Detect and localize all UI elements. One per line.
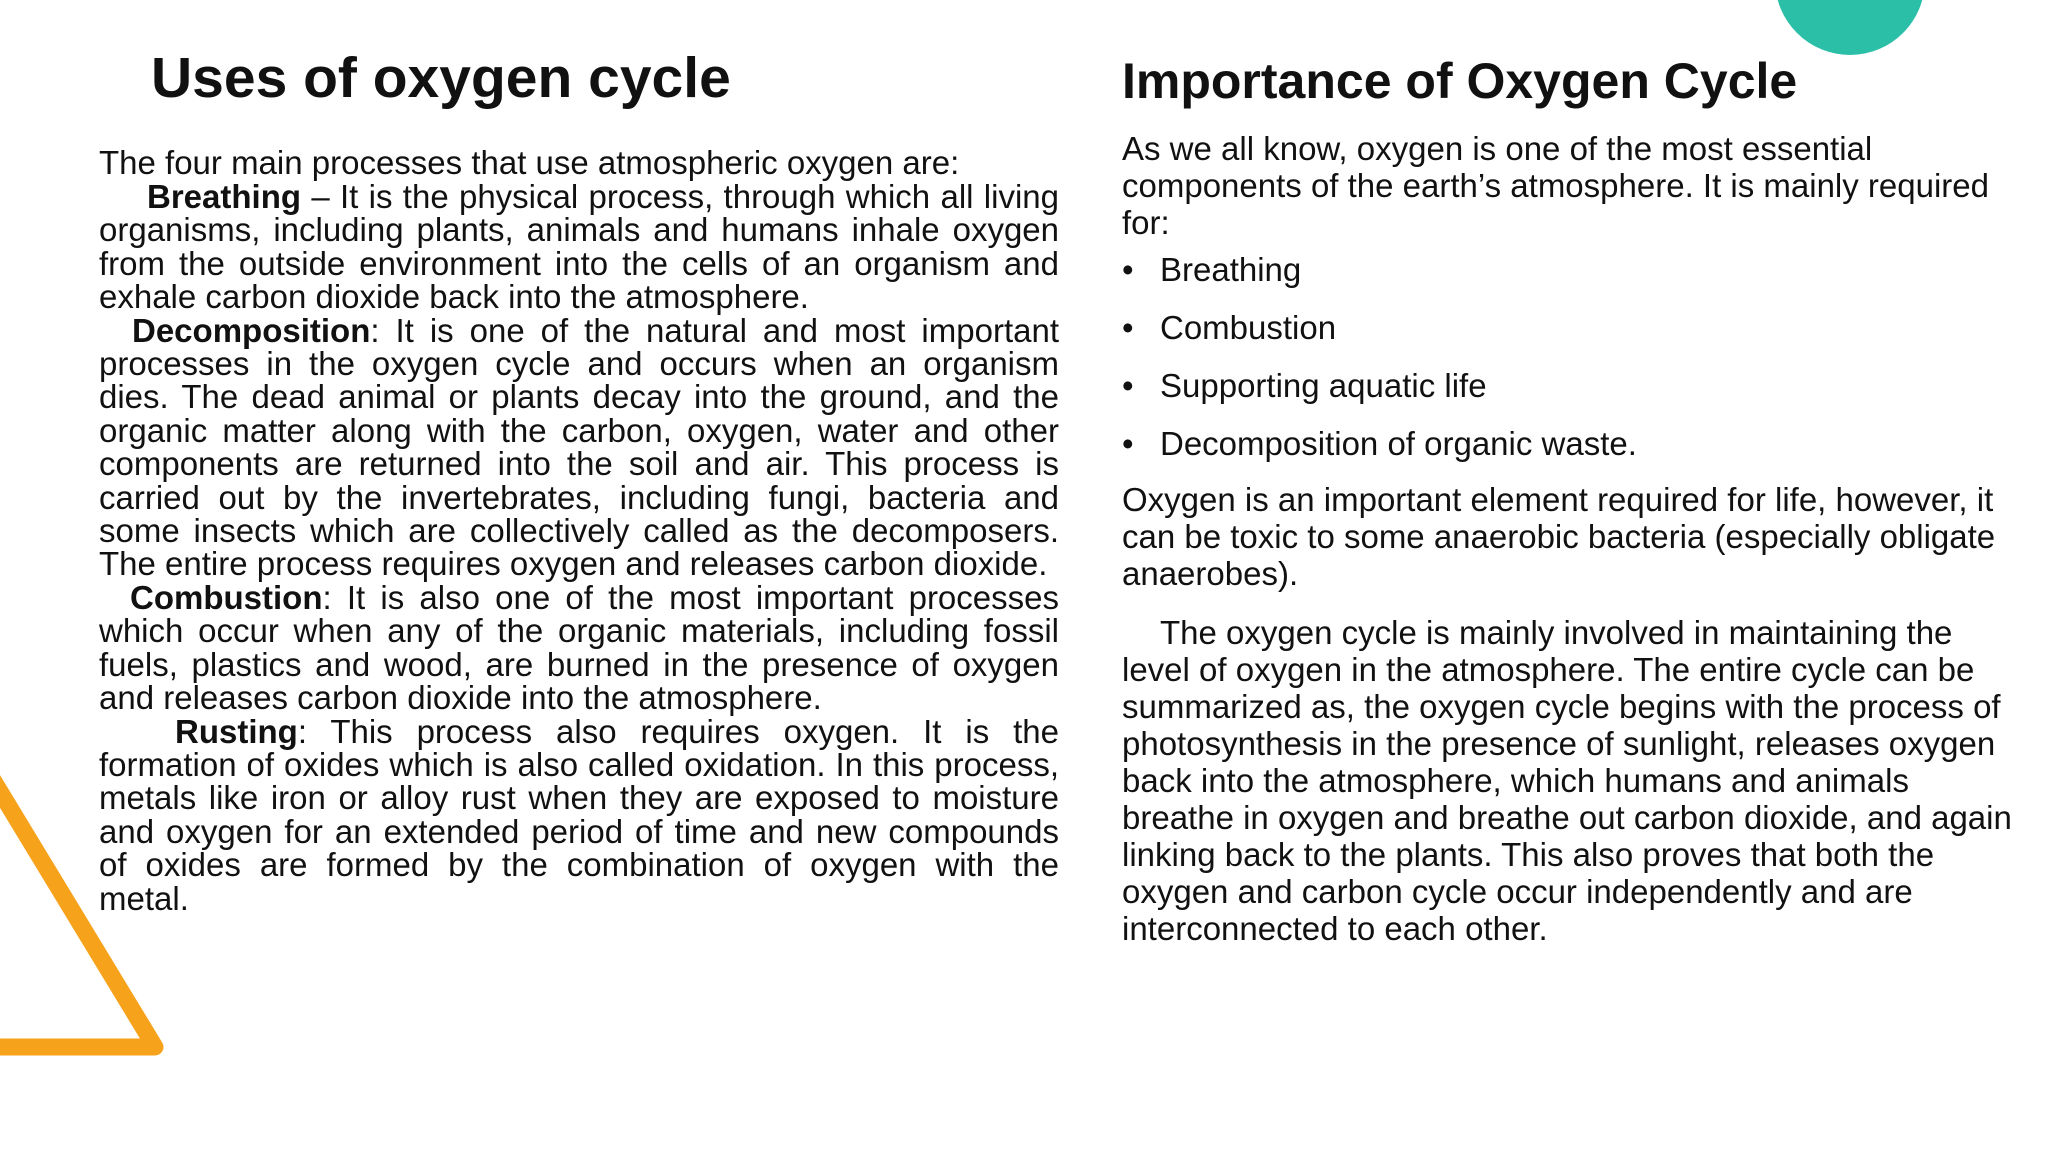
importance-title: Importance of Oxygen Cycle bbox=[1122, 53, 1798, 109]
process-term: Breathing bbox=[147, 178, 302, 215]
list-item: • Supporting aquatic life bbox=[1122, 367, 2022, 404]
process-rusting bbox=[99, 712, 1059, 917]
oxygen-note: Oxygen is an important element required for life, however, it can be toxic to some anaerobic bacteria (especially obligate anaerobes). bbox=[1122, 481, 1996, 592]
decorative-teal-circle bbox=[1775, 0, 1925, 55]
process-term: Combustion bbox=[130, 578, 323, 616]
list-item: • Decomposition of organic waste. bbox=[1122, 425, 2022, 462]
process-text: : This process also requires oxygen. It is the formation of oxides which is also called oxidation. In this process, metals like iron or alloy rust when they are exposed to moisture and oxygen for an extended period of time and new compounds of oxides are formed by the combination of oxygen with the metal. bbox=[99, 712, 1059, 917]
process-decomposition bbox=[99, 311, 1059, 583]
process-text: : It is one of the natural and most important processes in the oxygen cycle and occurs when an organism dies. The dead animal or plants decay into the ground, and the organic matter along with the carbon, oxygen, water and other components are returned into the soil and air. This process is carried out by the invertebrates, including fungi, bacteria and some insects which are collectively called as the decomposers. The entire process requires oxygen and releases carbon dioxide. bbox=[99, 311, 1059, 583]
process-text: : It is also one of the most important processes which occur when any of the organic materials, including fossil fuels, plastics and wood, are burned in the presence of oxygen and releases carbon dioxide into the atmosphere. bbox=[99, 578, 1059, 717]
process-text: – It is the physical process, through which all living organisms, including plants, animals and humans inhale oxygen from the outside environment into the cells of an organism and exhale carbon dioxide back into the atmosphere. bbox=[99, 178, 1059, 316]
importance-intro: As we all know, oxygen is one of the most essential components of the earth’s atmosphere. It is mainly required for: bbox=[1122, 130, 1990, 241]
uses-title: Uses of oxygen cycle bbox=[151, 46, 731, 110]
process-combustion bbox=[99, 578, 1059, 717]
importance-section bbox=[1122, 48, 2022, 947]
list-item: • Combustion bbox=[1122, 309, 2022, 346]
process-term: Rusting bbox=[175, 712, 298, 750]
list-item: • Breathing bbox=[1122, 251, 2022, 288]
process-term: Decomposition bbox=[132, 311, 371, 349]
uses-intro: The four main processes that use atmospheric oxygen are: bbox=[99, 144, 960, 181]
cycle-paragraph: The oxygen cycle is mainly involved in maintaining the level of oxygen in the atmosphere. The entire cycle can be summarized as, the oxygen cycle begins with the process of photosynthesis in the presence of sunlight, releases oxygen back into the atmosphere, which humans and animals breathe in oxygen and breathe out carbon dioxide, and again linking back to the plants. This also proves that both the oxygen and carbon cycle occur independently and are interconnected to each other. bbox=[1122, 614, 2012, 947]
uses-section bbox=[99, 42, 1059, 915]
requirements-list bbox=[1122, 251, 2022, 462]
process-breathing bbox=[99, 180, 1059, 314]
